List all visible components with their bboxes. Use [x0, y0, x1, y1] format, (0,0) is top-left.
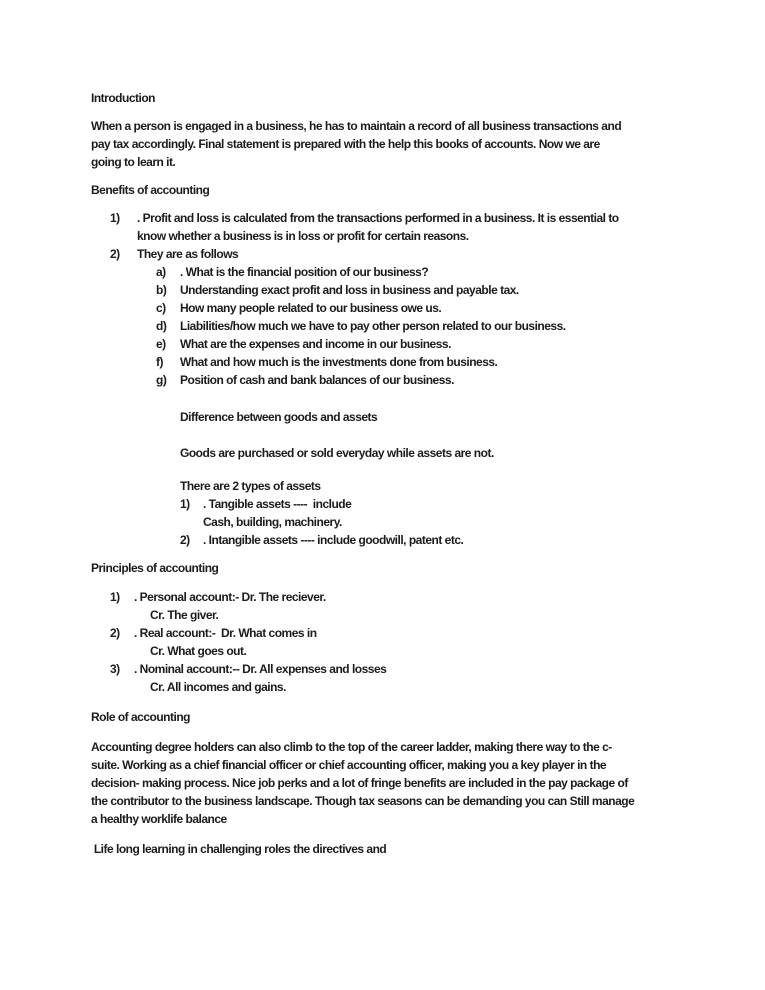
text-line: . Profit and loss is calculated from the transactions performed in a business. It is essential to	[137, 211, 619, 225]
list-item	[110, 245, 705, 263]
text-line: decision- making process. Nice job perks and a lot of fringe benefits are included in the pay package of	[91, 776, 628, 790]
list-marker: f)	[156, 355, 163, 369]
text-line: going to learn it.	[91, 155, 176, 169]
text-line: pay tax accordingly. Final statement is prepared with the help this books of accounts. Now we are	[91, 137, 600, 151]
text-line: a healthy worklife balance	[91, 812, 227, 826]
list-item	[156, 263, 705, 281]
list-item-text: Understanding exact profit and loss in business and payable tax.	[180, 283, 519, 297]
list-marker: 3)	[110, 662, 120, 676]
list-marker: g)	[156, 373, 167, 387]
list-item-text: What are the expenses and income in our business.	[180, 337, 451, 351]
list-item	[110, 209, 705, 245]
list-marker: a)	[156, 265, 166, 279]
credit-line: Cr. What goes out.	[150, 644, 247, 658]
list-item	[156, 317, 705, 335]
list-item-text: . Real account:- Dr. What comes in	[134, 626, 317, 640]
text-line: When a person is engaged in a business, he has to maintain a record of all business transactions and	[91, 119, 622, 133]
list-item	[180, 495, 705, 531]
list-item	[110, 660, 705, 678]
list-item-text: . Nominal account:-- Dr. All expenses and losses	[134, 662, 387, 676]
list-marker: 1)	[180, 497, 190, 511]
list-item-text: Liabilities/how much we have to pay other person related to our business.	[180, 319, 566, 333]
text-line: They are as follows	[137, 247, 239, 261]
list-marker: d)	[156, 319, 167, 333]
list-item-text: . What is the financial position of our business?	[180, 265, 429, 279]
list-item	[156, 281, 705, 299]
assets-section	[180, 408, 705, 549]
text-line: Cash, building, machinery.	[203, 515, 342, 529]
role-heading: Role of accounting	[91, 710, 190, 724]
list-marker: b)	[156, 283, 167, 297]
list-item	[156, 371, 705, 389]
list-item	[156, 335, 705, 353]
list-marker: 1)	[110, 211, 120, 225]
intro-heading: Introduction	[91, 91, 155, 105]
goods-vs-assets-text: Goods are purchased or sold everyday while assets are not.	[180, 446, 494, 460]
list-item-text	[203, 495, 351, 531]
asset-types-intro: There are 2 types of assets	[180, 479, 321, 493]
list-item-text	[137, 209, 619, 245]
benefits-list	[91, 209, 705, 389]
principles-heading: Principles of accounting	[91, 561, 219, 575]
list-marker: c)	[156, 301, 166, 315]
text-line: the contributor to the business landscape. Though tax seasons can be demanding you can Still manage	[91, 794, 635, 808]
credit-line: Cr. The giver.	[150, 608, 219, 622]
text-line: Accounting degree holders can also climb to the top of the career ladder, making there way to the c-	[91, 740, 612, 754]
list-item	[156, 299, 705, 317]
principles-list	[91, 588, 705, 696]
list-marker: e)	[156, 337, 166, 351]
list-item-text: . Personal account:- Dr. The reciever.	[134, 590, 326, 604]
text-line: . Tangible assets ---- include	[203, 497, 352, 511]
list-item	[110, 588, 705, 606]
list-item	[180, 531, 705, 549]
list-marker: 1)	[110, 590, 120, 604]
benefits-heading: Benefits of accounting	[91, 183, 210, 197]
list-item	[156, 353, 705, 371]
list-item-text: What and how much is the investments done from business.	[180, 355, 498, 369]
list-item	[110, 624, 705, 642]
role-paragraph	[91, 738, 705, 828]
list-item-text: . Intangible assets ---- include goodwill, patent etc.	[203, 533, 464, 547]
list-item-text	[137, 245, 238, 263]
assets-heading: Difference between goods and assets	[180, 410, 378, 424]
list-item-text: How many people related to our business owe us.	[180, 301, 442, 315]
credit-line: Cr. All incomes and gains.	[150, 680, 286, 694]
list-item-text: Position of cash and bank balances of our business.	[180, 373, 454, 387]
list-marker: 2)	[180, 533, 190, 547]
text-line: know whether a business is in loss or profit for certain reasons.	[137, 229, 469, 243]
text-line: suite. Working as a chief financial officer or chief accounting officer, making you a key player in the	[91, 758, 607, 772]
list-marker: 2)	[110, 626, 120, 640]
closing-line: Life long learning in challenging roles the directives and	[91, 842, 387, 856]
intro-paragraph	[91, 117, 705, 171]
list-marker: 2)	[110, 247, 120, 261]
